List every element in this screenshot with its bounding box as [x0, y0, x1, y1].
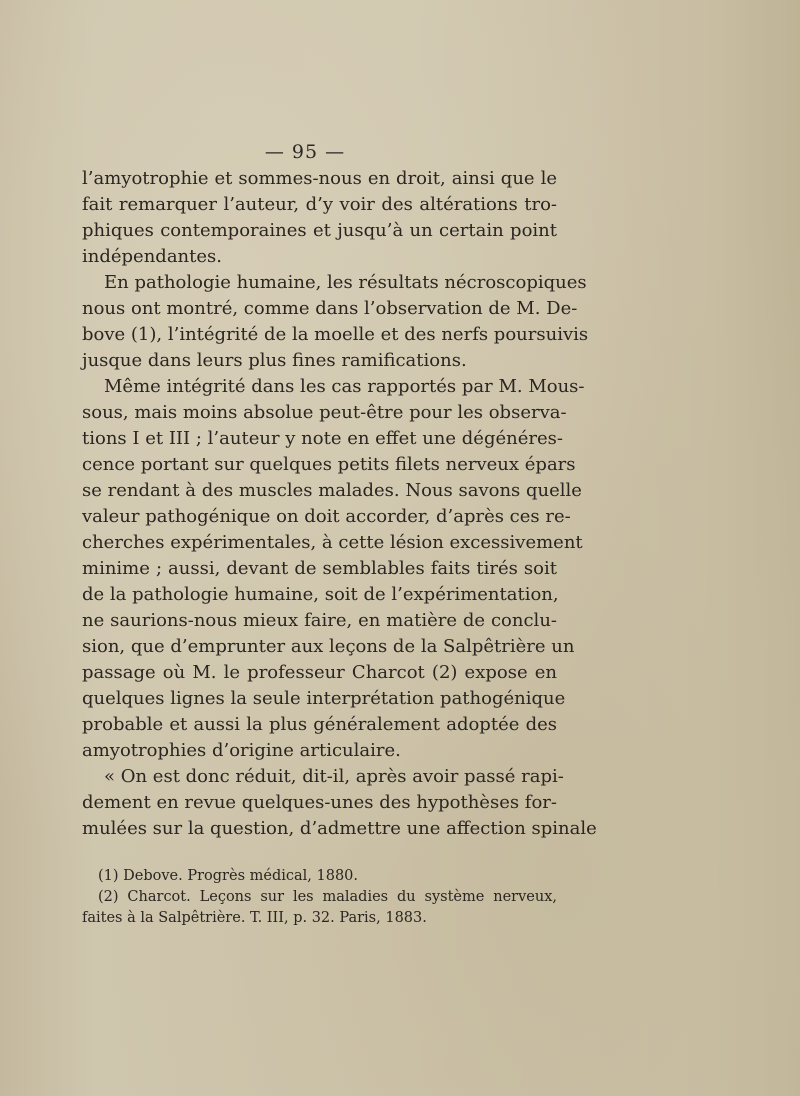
- footnotes: [82, 866, 557, 929]
- text-line: bove (1), l’intégrité de la moelle et des nerfs poursuivis: [82, 324, 589, 345]
- text-line: fait remarquer l’auteur, d’y voir des altérations tro-: [82, 194, 557, 215]
- text-line: phiques contemporaines et jusqu’à un certain point: [82, 220, 557, 241]
- footnote: (2) Charcot. Leçons sur les maladies du système nerveux,: [98, 889, 557, 905]
- text-line: minime ; aussi, devant de semblables faits tirés soit: [82, 558, 557, 579]
- text-line: ne saurions-nous mieux faire, en matière de conclu-: [82, 610, 557, 631]
- footnote-continuation: faites à la Salpêtrière. T. III, p. 32. Paris, 1883.: [82, 910, 427, 926]
- text-line: tions I et III ; l’auteur y note en effet une dégénéres-: [82, 428, 563, 449]
- text-line: indépendantes.: [82, 246, 222, 267]
- text-line: de la pathologie humaine, soit de l’expérimentation,: [82, 584, 559, 605]
- text-line: amyotrophies d’origine articulaire.: [82, 740, 401, 761]
- text-line: sion, que d’emprunter aux leçons de la Salpêtrière un: [82, 636, 575, 657]
- footnote: (1) Debove. Progrès médical, 1880.: [98, 868, 359, 884]
- text-line: Même intégrité dans les cas rapportés par M. Mous-: [104, 376, 585, 397]
- text-line: probable et aussi la plus généralement adoptée des: [82, 714, 557, 735]
- text-line: passage où M. le professeur Charcot (2) expose en: [82, 662, 557, 683]
- text-line: dement en revue quelques-unes des hypothèses for-: [82, 792, 557, 813]
- text-line: l’amyotrophie et sommes-nous en droit, ainsi que le: [82, 168, 557, 189]
- text-line: sous, mais moins absolue peut-être pour les observa-: [82, 402, 567, 423]
- body-text: [82, 166, 597, 842]
- text-line: En pathologie humaine, les résultats nécroscopiques: [104, 272, 587, 293]
- page-number: — 95 —: [264, 141, 346, 163]
- text-line: cence portant sur quelques petits filets nerveux épars: [82, 454, 576, 475]
- text-line: nous ont montré, comme dans l’observation de M. De-: [82, 298, 578, 319]
- text-line: « On est donc réduit, dit-il, après avoir passé rapi-: [104, 766, 564, 787]
- text-line: se rendant à des muscles malades. Nous savons quelle: [82, 480, 582, 501]
- text-line: jusque dans leurs plus fines ramifications.: [82, 350, 467, 371]
- text-line: mulées sur la question, d’admettre une affection spinale: [82, 818, 597, 839]
- text-line: quelques lignes la seule interprétation pathogénique: [82, 688, 566, 709]
- text-line: cherches expérimentales, à cette lésion excessivement: [82, 532, 583, 553]
- text-line: valeur pathogénique on doit accorder, d’après ces re-: [82, 506, 571, 527]
